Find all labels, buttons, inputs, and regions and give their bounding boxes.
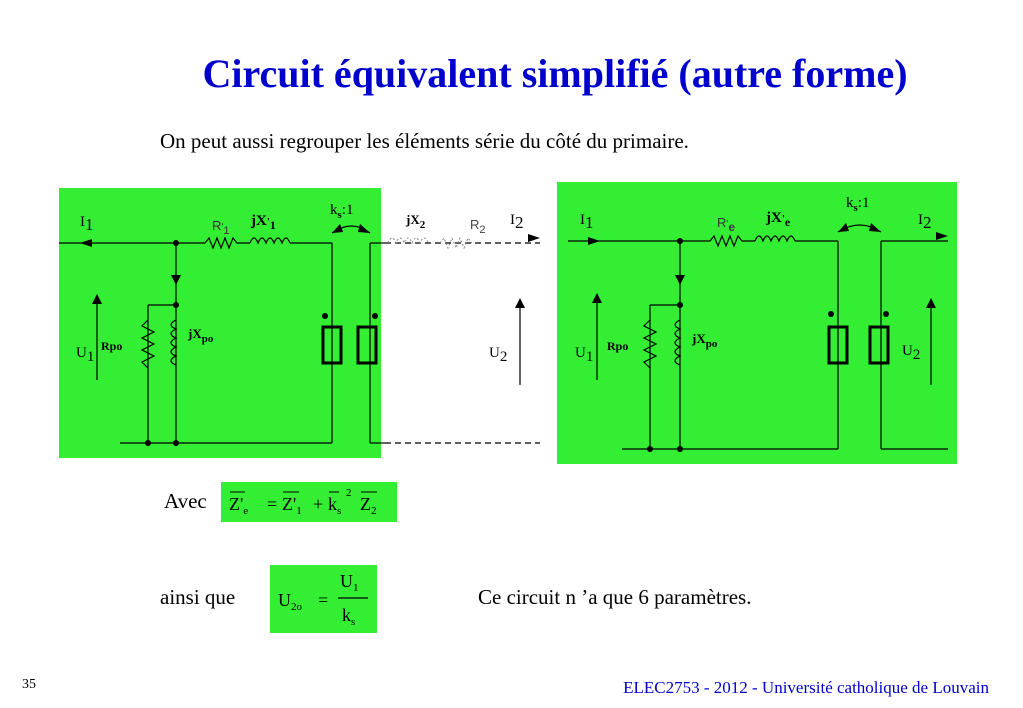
right-jXe-label: $jX'_e$ [766,210,791,229]
right-ks-label: $k_s:1$ [846,195,870,214]
slide-title: Circuit équivalent simplifié (autre forme) [202,51,908,96]
left-R2-label: $R_2$ [470,217,486,236]
right-I1-label: I1 [580,212,594,232]
svg-text:=: = [318,590,329,610]
left-R1-label: $R'_1$ [212,218,230,237]
right-Re-label: R'e [717,215,735,234]
page-number: 35 [22,677,36,692]
left-jXpo-label: $jX_{po}$ [188,326,214,345]
avec-label: Avec [164,489,207,513]
svg-text:2: 2 [346,487,352,499]
left-U1-label: U1 [76,345,95,365]
footer-text: ELEC2753 - 2012 - Université catholique de Louvain [623,678,989,697]
left-Rpo-label: Rpo [101,339,123,353]
svg-text:Z2: $Z_2$ [360,494,377,517]
right-U2-label: U2 [902,343,921,363]
intro-text: On peut aussi regrouper les éléments série du côté du primaire. [160,129,689,153]
svg-text:Z'1: $Z'_1$ [282,494,302,517]
svg-text:+: + [313,494,324,514]
left-jX1-label: $jX'_1$ [251,213,276,232]
left-jX2-label: $jX_2$ [406,212,426,231]
ainsi-que-label: ainsi que [160,585,236,609]
equation-u2o [270,565,377,633]
right-jXpo-label: $jX_{po}$ [692,331,718,350]
equation-ze [221,482,397,522]
left-U2-label: U2 [489,345,508,365]
right-Rpo-label: Rpo [607,339,629,353]
right-I2-label: I2 [918,212,932,232]
svg-text:=: = [267,494,278,514]
equation-ze-box [221,482,397,522]
svg-text:U2o: $U_{2o}$ [278,590,302,613]
right-U1-label: U1 [575,345,594,365]
left-I2-label: I2 [510,212,524,232]
left-ks-label: $k_s:1$ [330,202,354,221]
equation-u2o-box [270,565,377,633]
svg-text:Z'e: $Z'_e$ [229,494,249,517]
svg-text:ks: $k_s$ [328,494,342,517]
left-I1-label: I1 [80,214,94,234]
svg-text:U1: $U_1$ [340,571,359,594]
parameters-note: Ce circuit n ’a que 6 paramètres. [478,585,752,609]
svg-text:ks: $k_s$ [342,605,356,628]
